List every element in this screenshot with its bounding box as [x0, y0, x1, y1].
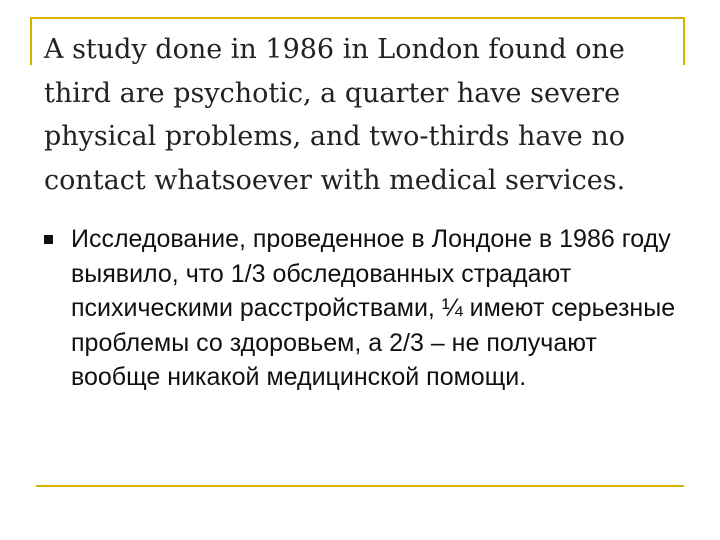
bullet-item — [44, 222, 684, 395]
square-bullet-icon — [44, 235, 53, 244]
bullet-list — [44, 222, 684, 395]
slide-title: A study done in 1986 in London found one third are psychotic, a quarter have severe physical problems, and two-thirds have no contact whatsoever with medical services. — [44, 34, 626, 196]
right-rule-line — [683, 17, 685, 65]
bullet-text: Исследование, проведенное в Лондоне в 1986 году выявило, что 1/3 обследованных страдают психическими расстройствами, ¼ имеют серьезные проблемы со здоровьем, а 2/3 – не получают вообще никакой медицинской помощи. — [71, 225, 676, 391]
bottom-rule-line — [36, 485, 684, 487]
left-rule-line — [30, 17, 32, 65]
top-rule-line — [30, 17, 685, 19]
